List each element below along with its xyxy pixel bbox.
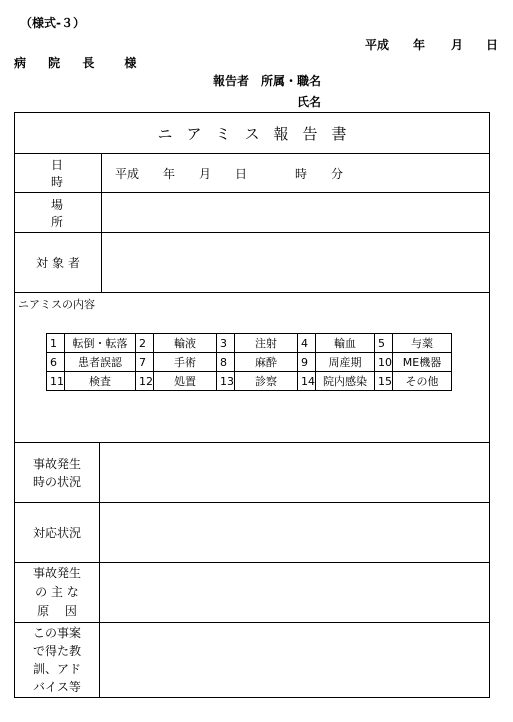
category-item[interactable]: 周産期: [316, 353, 375, 372]
category-item[interactable]: 転倒・転落: [65, 334, 136, 353]
category-number: 2: [136, 334, 154, 353]
category-number: 4: [298, 334, 316, 353]
situation-label-line: 事故発生: [32, 456, 81, 471]
category-number: 13: [217, 372, 235, 391]
category-table: [46, 333, 452, 391]
place-label: 場 所: [50, 197, 108, 229]
category-number: 15: [375, 372, 393, 391]
cause-label-line: 事故発生: [32, 566, 81, 580]
date-month: 月: [451, 38, 464, 52]
lesson-label-line: で得た教: [32, 644, 81, 658]
date-era: 平成: [365, 38, 390, 52]
cause-field[interactable]: [101, 563, 489, 622]
situation-label-line: 時の状況: [32, 474, 81, 489]
reporter-label: 報告者 所属・職名: [213, 74, 322, 88]
category-item[interactable]: 麻酔: [235, 353, 298, 372]
category-number: 7: [136, 353, 154, 372]
category-row: [47, 353, 452, 372]
category-number: 3: [217, 334, 235, 353]
response-field[interactable]: [101, 503, 489, 562]
category-item[interactable]: その他: [393, 372, 452, 391]
category-item[interactable]: 輸液: [154, 334, 217, 353]
category-number: 11: [47, 372, 65, 391]
category-item[interactable]: 患者誤認: [65, 353, 136, 372]
category-number: 12: [136, 372, 154, 391]
addressee: 病 院 長 様: [14, 56, 146, 70]
place-field[interactable]: [103, 193, 489, 232]
cause-label: [15, 563, 99, 622]
category-number: 14: [298, 372, 316, 391]
column-divider: [101, 153, 102, 292]
subject-field[interactable]: [103, 233, 489, 292]
form-title: ニアミス報告書: [157, 124, 361, 143]
lesson-label-line: バイス等: [33, 680, 81, 694]
cause-label-line: 原 因: [37, 604, 77, 618]
lesson-field[interactable]: [101, 623, 489, 697]
category-number: 8: [217, 353, 235, 372]
content-label: ニアミスの内容: [18, 298, 95, 311]
category-item[interactable]: 検査: [65, 372, 136, 391]
situation-field[interactable]: [101, 443, 489, 502]
category-row: [47, 334, 452, 353]
subject-label: 対象者: [35, 256, 84, 270]
category-number: 6: [47, 353, 65, 372]
response-label: 対応状況: [32, 526, 81, 540]
divider: [15, 292, 489, 293]
category-item[interactable]: 注射: [235, 334, 298, 353]
lesson-label-line: この事案: [32, 626, 81, 640]
cause-label-line: の 主 な: [35, 585, 79, 599]
datetime-field[interactable]: 平成 年 月 日 時 分: [115, 167, 344, 181]
category-number: 1: [47, 334, 65, 353]
category-item[interactable]: 与薬: [393, 334, 452, 353]
category-item[interactable]: 手術: [154, 353, 217, 372]
column-divider: [99, 442, 100, 697]
datetime-label: 日 時: [50, 158, 108, 189]
name-label: 氏名: [297, 95, 322, 109]
situation-label: [15, 443, 99, 502]
category-item[interactable]: 輸血: [316, 334, 375, 353]
category-number: 5: [375, 334, 393, 353]
category-item[interactable]: ME機器: [393, 353, 452, 372]
date-day: 日: [486, 38, 499, 52]
lesson-label-line: 訓、アド: [32, 662, 81, 676]
report-form: [14, 112, 490, 698]
date-year: 年: [413, 38, 426, 52]
category-item[interactable]: 処置: [154, 372, 217, 391]
category-number: 10: [375, 353, 393, 372]
category-item[interactable]: 診察: [235, 372, 298, 391]
category-item[interactable]: 院内感染: [316, 372, 375, 391]
category-number: 9: [298, 353, 316, 372]
category-row: [47, 372, 452, 391]
form-id: （様式-３）: [20, 16, 85, 30]
lesson-label: [15, 623, 99, 697]
